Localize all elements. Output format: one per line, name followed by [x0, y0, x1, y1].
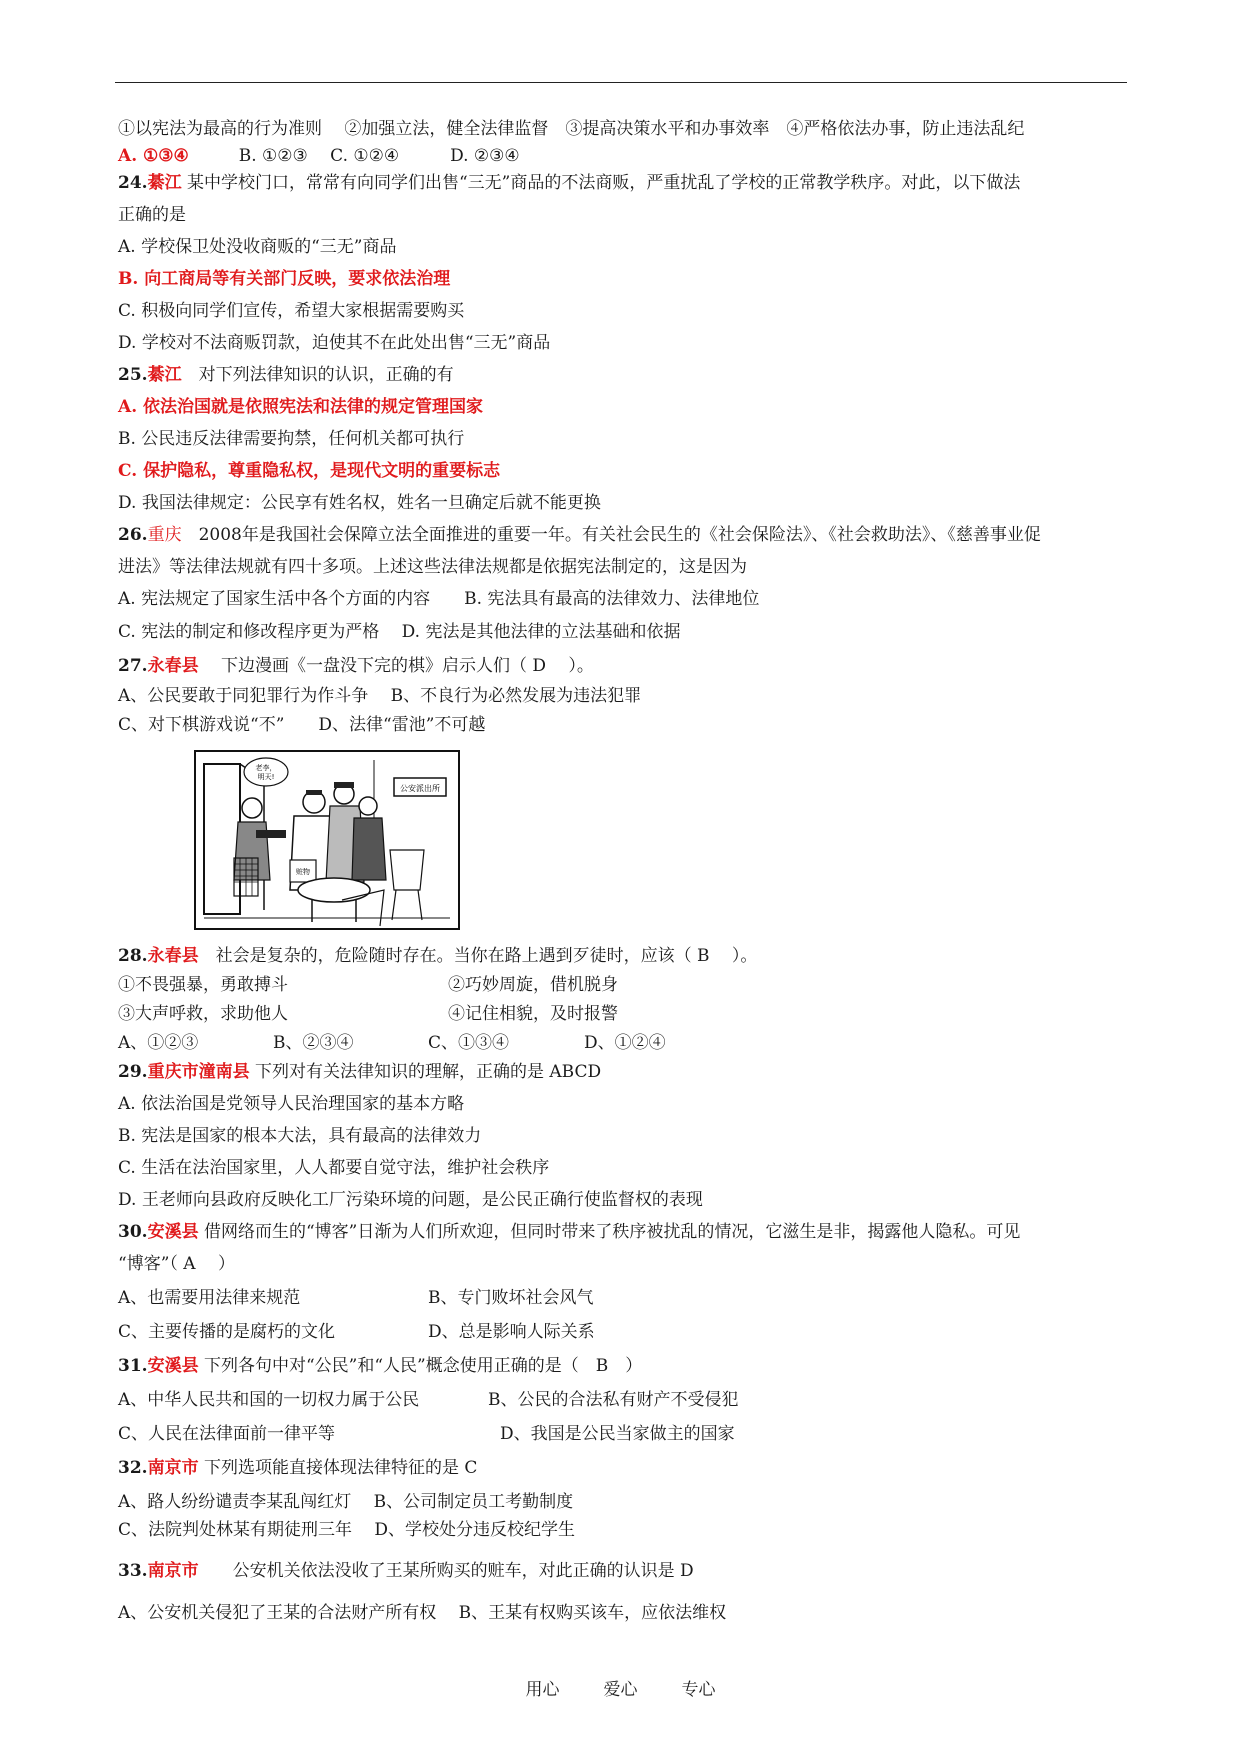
question-text: 借网络而生的“博客”日渐为人们所欢迎，但同时带来了秩序被扰乱的情况，它滋生是非，揭露他人隐私。可见 — [198, 1222, 1021, 1242]
question-text: 对下列法律知识的认识，正确的有 — [181, 365, 454, 385]
option: D、①②④ — [584, 1033, 666, 1053]
question-number: 26. — [118, 525, 148, 545]
q29-option-d: D. 王老师向县政府反映化工厂污染环境的问题，是公民正确行使监督权的表现 — [118, 1190, 703, 1210]
question-number: 33. — [118, 1561, 148, 1581]
q26-stem-cont: 进法》等法律法规就有四十多项。上述这些法律法规都是依据宪法制定的，这是因为 — [118, 557, 747, 577]
question-source: 重庆 — [147, 525, 182, 545]
question-text: 下列各句中对“公民”和“人民”概念使用正确的是（ B ） — [198, 1356, 643, 1376]
q29-option-c: C. 生活在法治国家里，人人都要自觉守法，维护社会秩序 — [118, 1158, 550, 1178]
question-source: 綦江 — [147, 173, 182, 193]
prev-answer-rest: B. ①②③ C. ①②④ D. ②③④ — [238, 146, 520, 166]
question-source: 南京市 — [147, 1561, 199, 1581]
option: C、主要传播的是腐朽的文化 — [118, 1322, 336, 1342]
question-text: 下列选项能直接体现法律特征的是 C — [198, 1458, 478, 1478]
q27-options-cd: C、对下棋游戏说“不” D、法律“雷池”不可越 — [118, 715, 486, 735]
cartoon-image — [194, 750, 460, 930]
question-source: 重庆市潼南县 — [147, 1062, 250, 1082]
q32-options-cd: C、法院判处林某有期徒刑三年 D、学校处分违反校纪学生 — [118, 1520, 576, 1540]
question-number: 32. — [118, 1458, 148, 1478]
q25-option-c: C. 保护隐私，尊重隐私权，是现代文明的重要标志 — [118, 461, 501, 481]
q30-stem-cont: “博客”（ A ） — [118, 1254, 235, 1274]
footer-word: 爱心 — [603, 1680, 638, 1700]
q26-stem — [118, 524, 1041, 546]
question-text: 下边漫画《一盘没下完的棋》启示人们（ D ）。 — [198, 656, 594, 676]
question-source: 安溪县 — [147, 1356, 199, 1376]
q24-option-c: C. 积极向同学们宣传，希望大家根据需要购买 — [118, 301, 465, 321]
q24-stem-cont: 正确的是 — [118, 205, 186, 225]
q25-option-a: A. 依法治国就是依照宪法和法律的规定管理国家 — [118, 397, 484, 417]
q27-options-ab: A、公民要敢于同犯罪行为作斗争 B、不良行为必然发展为违法犯罪 — [118, 686, 642, 706]
question-number: 30. — [118, 1222, 148, 1242]
option: A、①②③ — [118, 1033, 199, 1053]
cartoon-sign: 公安派出所 — [400, 784, 440, 793]
option: ①不畏强暴，勇敢搏斗 — [118, 975, 288, 995]
q27-stem — [118, 655, 594, 677]
q25-stem — [118, 364, 454, 386]
footer-word: 专心 — [681, 1680, 716, 1700]
question-text: 某中学校门口，常常有向同学们出售“三无”商品的不法商贩，严重扰乱了学校的正常教学秩序。对此，以下做法 — [181, 173, 1021, 193]
option: A、也需要用法律来规范 — [118, 1288, 301, 1308]
prev-answer-a: A. ①③④ — [118, 146, 189, 166]
option: B、专门败坏社会风气 — [428, 1288, 594, 1308]
question-source: 安溪县 — [147, 1222, 199, 1242]
cartoon-box-label: 赃物 — [296, 868, 310, 876]
q31-options-ab — [118, 1389, 739, 1411]
q26-options-ab: A. 宪法规定了国家生活中各个方面的内容 B. 宪法具有最高的法律效力、法律地位 — [118, 589, 760, 609]
question-number: 25. — [118, 365, 148, 385]
question-text: 2008年是我国社会保障立法全面推进的重要一年。有关社会民生的《社会保险法》、《社会救助法》、《慈善事业促 — [181, 525, 1041, 545]
question-text: 社会是复杂的，危险随时存在。当你在路上遇到歹徒时，应该（ B ）。 — [198, 946, 758, 966]
q28-stem — [118, 945, 757, 967]
option: A、中华人民共和国的一切权力属于公民 — [118, 1390, 420, 1410]
q28-answers — [118, 1032, 666, 1054]
option: ④记住相貌，及时报警 — [448, 1004, 618, 1024]
q29-option-b: B. 宪法是国家的根本大法，具有最高的法律效力 — [118, 1126, 482, 1146]
header-rule — [115, 82, 1127, 83]
cartoon-speech-1: 老李， — [255, 764, 277, 772]
option: C、人民在法律面前一律平等 — [118, 1424, 336, 1444]
question-source: 綦江 — [147, 365, 182, 385]
q33-stem — [118, 1560, 694, 1582]
q32-stem — [118, 1457, 477, 1479]
q24-stem — [118, 172, 1020, 194]
question-source: 永春县 — [147, 656, 199, 676]
page-footer — [0, 1675, 1241, 1700]
q32-options-ab: A、路人纷纷谴责李某乱闯红灯 B、公司制定员工考勤制度 — [118, 1492, 574, 1512]
q25-option-d: D. 我国法律规定：公民享有姓名权，姓名一旦确定后就不能更换 — [118, 493, 601, 513]
q31-stem — [118, 1355, 642, 1377]
footer-word: 用心 — [525, 1680, 560, 1700]
q25-option-b: B. 公民违反法律需要拘禁，任何机关都可执行 — [118, 429, 465, 449]
question-number: 27. — [118, 656, 148, 676]
option: ②巧妙周旋，借机脱身 — [448, 975, 618, 995]
q30-options-cd — [118, 1321, 595, 1343]
q24-option-d: D. 学校对不法商贩罚款，迫使其不在此处出售“三无”商品 — [118, 333, 551, 353]
prev-options: ①以宪法为最高的行为准则 ②加强立法，健全法律监督 ③提高决策水平和办事效率 ④严格依法办事，防止违法乱纪 — [118, 119, 1025, 139]
q29-option-a: A. 依法治国是党领导人民治理国家的基本方略 — [118, 1094, 465, 1114]
question-text: 下列对有关法律知识的理解，正确的是 ABCD — [249, 1062, 602, 1082]
option: D、总是影响人际关系 — [428, 1322, 595, 1342]
option: ③大声呼救，求助他人 — [118, 1004, 288, 1024]
question-number: 24. — [118, 173, 148, 193]
question-number: 28. — [118, 946, 148, 966]
question-source: 南京市 — [147, 1458, 199, 1478]
q31-options-cd — [118, 1423, 735, 1445]
option: B、公民的合法私有财产不受侵犯 — [488, 1390, 739, 1410]
q30-stem — [118, 1221, 1020, 1243]
question-source: 永春县 — [147, 946, 199, 966]
question-number: 29. — [118, 1062, 148, 1082]
option: D、我国是公民当家做主的国家 — [500, 1424, 735, 1444]
cartoon-speech-2: 明天! — [257, 773, 275, 781]
q28-options-34 — [118, 1003, 618, 1025]
question-number: 31. — [118, 1356, 148, 1376]
q30-options-ab — [118, 1287, 594, 1309]
q28-options-12 — [118, 974, 618, 996]
q29-stem — [118, 1061, 601, 1083]
q24-option-a: A. 学校保卫处没收商贩的“三无”商品 — [118, 237, 397, 257]
option: B、②③④ — [273, 1033, 354, 1053]
question-text: 公安机关依法没收了王某所购买的赃车，对此正确的认识是 D — [198, 1561, 694, 1581]
q26-options-cd: C. 宪法的制定和修改程序更为严格 D. 宪法是其他法律的立法基础和依据 — [118, 622, 681, 642]
prev-answers — [118, 145, 520, 167]
q24-option-b: B. 向工商局等有关部门反映，要求依法治理 — [118, 269, 451, 289]
option: C、①③④ — [428, 1033, 510, 1053]
q33-options-ab: A、公安机关侵犯了王某的合法财产所有权 B、王某有权购买该车，应依法维权 — [118, 1603, 727, 1623]
